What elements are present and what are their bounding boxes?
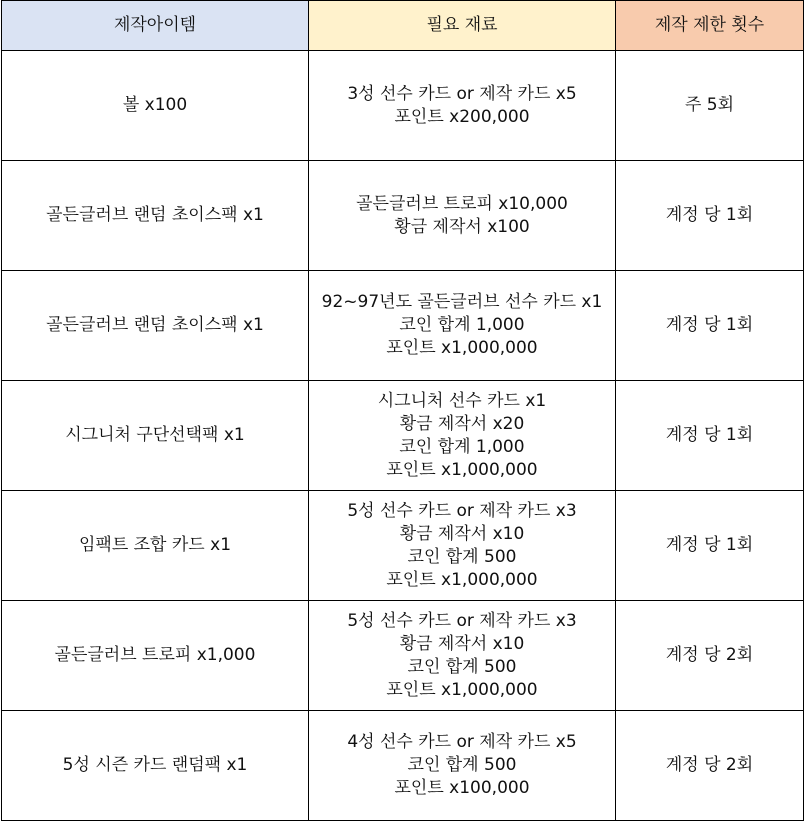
item-cell: 볼 x100 — [2, 51, 309, 161]
materials-cell — [309, 271, 616, 381]
item-cell: 시그니처 구단선택팩 x1 — [2, 381, 309, 491]
material-line: 4성 선수 카드 or 제작 카드 x5 — [347, 732, 577, 752]
material-line: 황금 제작서 x20 — [399, 413, 525, 434]
materials-cell — [309, 491, 616, 601]
table-body — [2, 51, 804, 821]
item-cell: 임팩트 조합 카드 x1 — [2, 491, 309, 601]
table-row — [2, 601, 804, 711]
item-cell: 골든글러브 랜덤 초이스팩 x1 — [2, 161, 309, 271]
table-row — [2, 711, 804, 821]
material-line: 포인트 x200,000 — [394, 106, 530, 127]
limit-cell: 주 5회 — [616, 51, 804, 161]
materials-cell — [309, 381, 616, 491]
material-line: 황금 제작서 x10 — [399, 523, 525, 544]
header-item: 제작아이템 — [2, 1, 309, 51]
header-materials: 필요 재료 — [309, 1, 616, 51]
material-line: 5성 선수 카드 or 제작 카드 x3 — [347, 610, 577, 631]
material-line: 5성 선수 카드 or 제작 카드 x3 — [347, 500, 577, 521]
limit-cell: 계정 당 2회 — [616, 601, 804, 711]
materials-cell — [309, 51, 616, 161]
materials-cell — [309, 601, 616, 711]
material-line: 황금 제작서 x100 — [394, 216, 530, 237]
materials-cell — [309, 711, 616, 821]
material-line: 골든글러브 트로피 x10,000 — [356, 193, 568, 214]
item-cell: 골든글러브 트로피 x1,000 — [2, 601, 309, 711]
item-cell: 골든글러브 랜덤 초이스팩 x1 — [2, 271, 309, 381]
material-line: 코인 합계 1,000 — [399, 315, 525, 335]
material-line: 코인 합계 500 — [407, 546, 517, 567]
material-line: 3성 선수 카드 or 제작 카드 x5 — [347, 83, 577, 104]
material-line: 포인트 x1,000,000 — [386, 569, 538, 590]
material-line: 시그니처 선수 카드 x1 — [377, 390, 547, 411]
header-row — [2, 1, 804, 51]
materials-cell — [309, 161, 616, 271]
table-row — [2, 271, 804, 381]
material-line: 황금 제작서 x10 — [399, 633, 525, 654]
material-line: 92~97년도 골든글러브 선수 카드 x1 — [321, 292, 603, 312]
item-cell: 5성 시즌 카드 랜덤팩 x1 — [2, 711, 309, 821]
limit-cell: 계정 당 1회 — [616, 381, 804, 491]
header-limit: 제작 제한 횟수 — [616, 1, 804, 51]
table-row — [2, 51, 804, 161]
limit-cell: 계정 당 1회 — [616, 271, 804, 381]
limit-cell: 계정 당 1회 — [616, 161, 804, 271]
material-line: 코인 합계 500 — [407, 656, 517, 677]
table-row — [2, 381, 804, 491]
table-row — [2, 491, 804, 601]
crafting-table — [1, 0, 804, 821]
material-line: 포인트 x100,000 — [394, 778, 530, 798]
material-line: 포인트 x1,000,000 — [386, 459, 538, 480]
table-row — [2, 161, 804, 271]
limit-cell: 계정 당 1회 — [616, 491, 804, 601]
material-line: 코인 합계 500 — [407, 755, 517, 775]
material-line: 코인 합계 1,000 — [399, 436, 525, 457]
limit-cell: 계정 당 2회 — [616, 711, 804, 821]
material-line: 포인트 x1,000,000 — [386, 338, 538, 358]
material-line: 포인트 x1,000,000 — [386, 679, 538, 700]
